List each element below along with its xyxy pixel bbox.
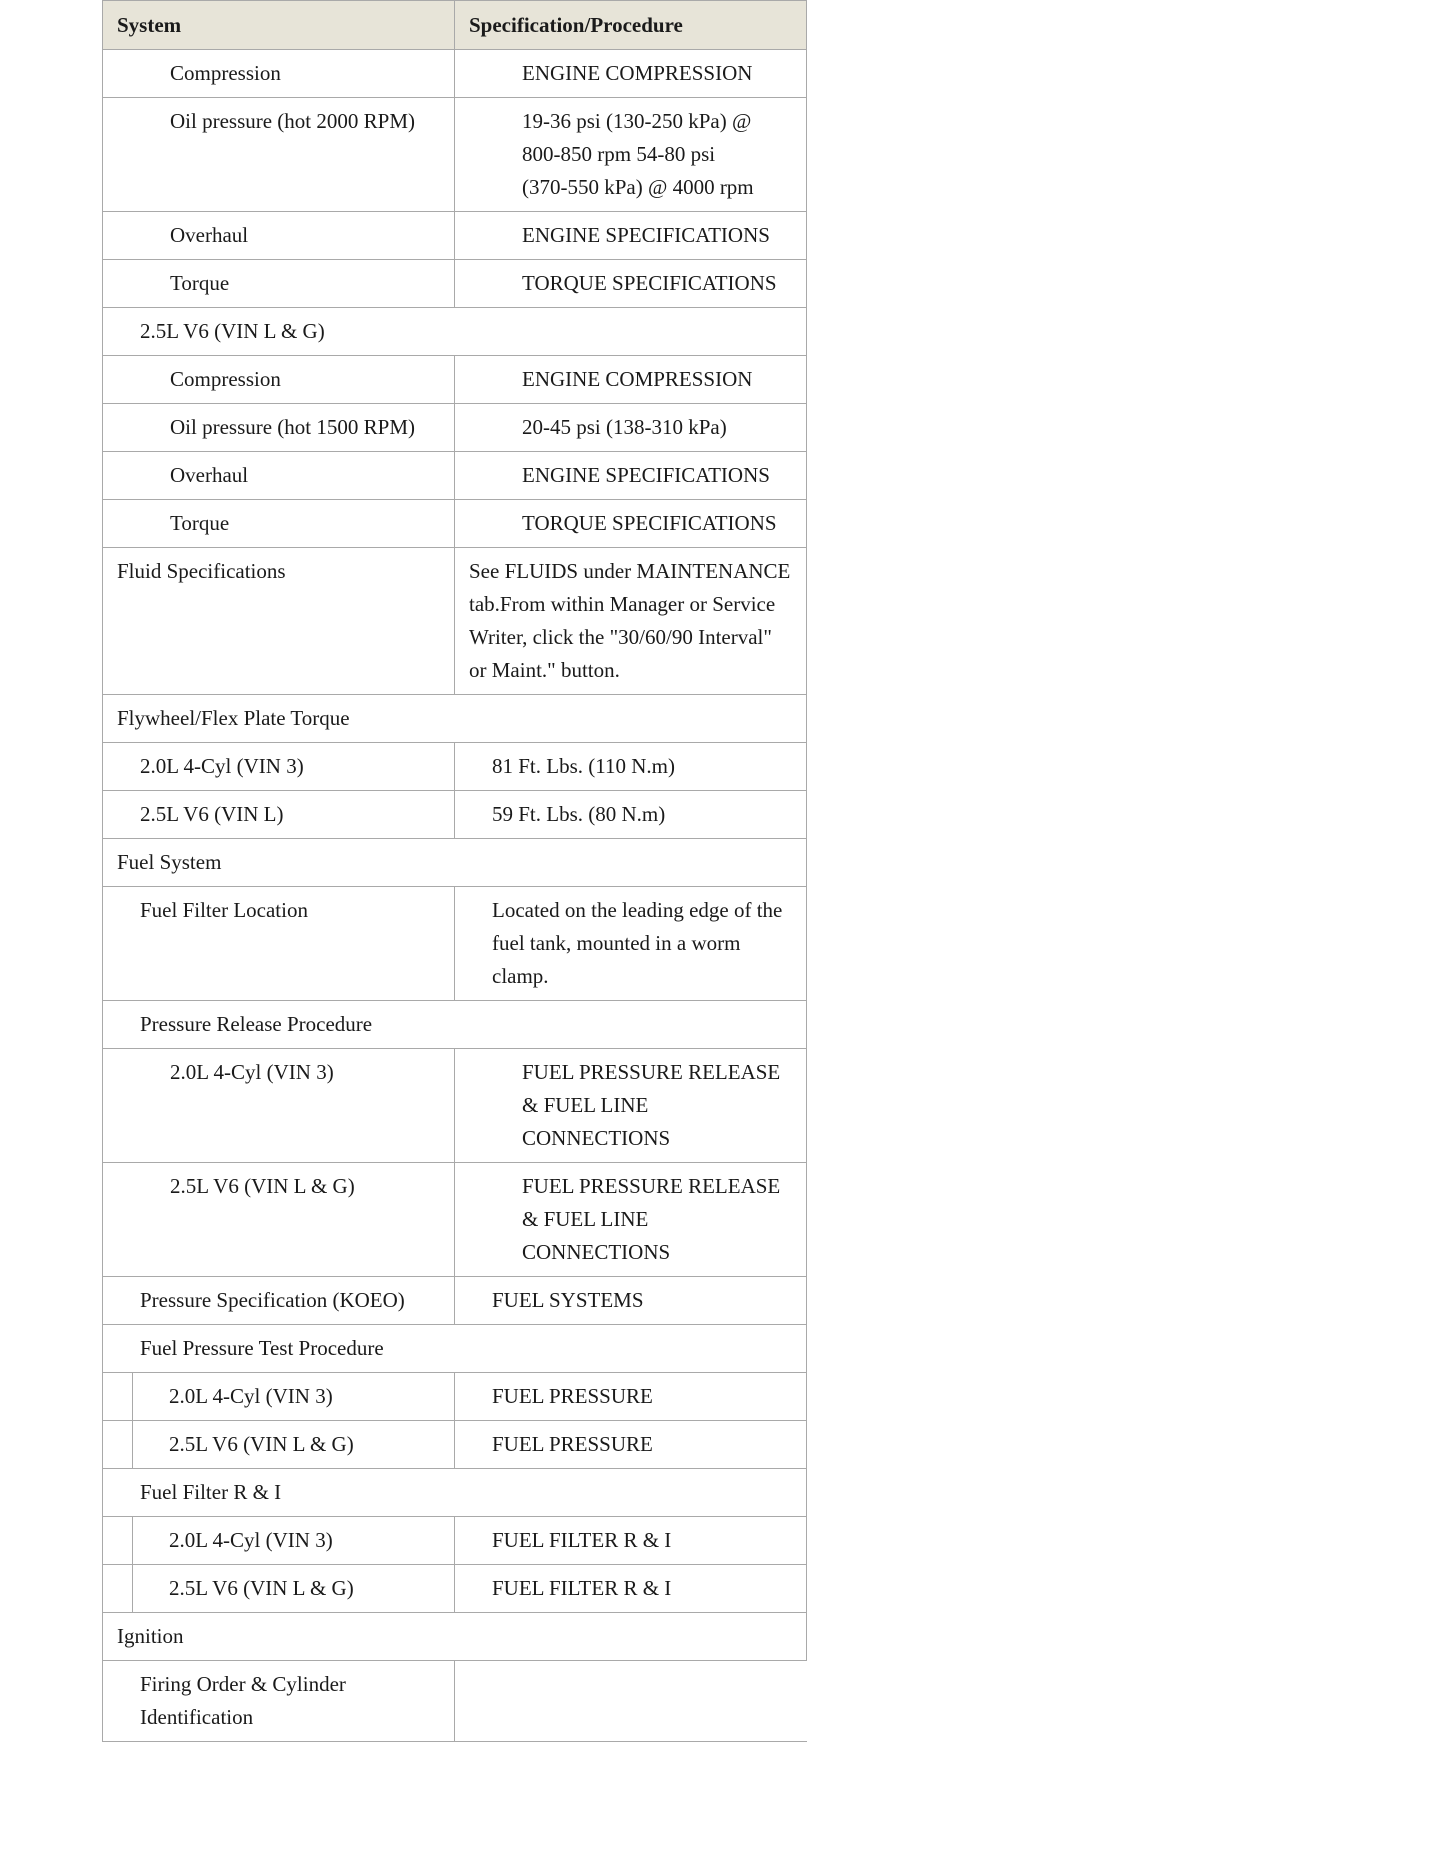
system-cell — [103, 1277, 455, 1325]
section-cell — [103, 839, 807, 887]
table-row — [103, 1613, 807, 1661]
system-cell — [103, 1421, 455, 1469]
section-cell — [103, 1469, 807, 1517]
system-label: Compression — [170, 61, 281, 85]
table-row — [103, 500, 807, 548]
spec-cell — [455, 500, 807, 548]
spec-link[interactable]: ENGINE SPECIFICATIONS — [522, 463, 770, 487]
system-label: Oil pressure (hot 2000 RPM) — [170, 109, 415, 133]
table-row — [103, 1277, 807, 1325]
spec-link[interactable]: TORQUE SPECIFICATIONS — [522, 271, 777, 295]
system-cell — [103, 887, 455, 1001]
system-label: 2.0L 4-Cyl (VIN 3) — [169, 1528, 333, 1552]
spec-value: 59 Ft. Lbs. (80 N.m) — [492, 802, 666, 826]
spec-link[interactable]: ENGINE COMPRESSION — [522, 61, 753, 85]
system-cell — [103, 548, 455, 695]
system-label: Overhaul — [170, 223, 249, 247]
table-row — [103, 308, 807, 356]
system-cell — [103, 452, 455, 500]
system-label: 2.5L V6 (VIN L & G) — [170, 1174, 355, 1198]
table-row — [103, 1517, 807, 1565]
system-cell — [103, 356, 455, 404]
indent-spacer — [103, 1421, 133, 1468]
spec-cell — [455, 1049, 807, 1163]
indent-spacer — [103, 1517, 133, 1564]
section-label: Flywheel/Flex Plate Torque — [117, 706, 350, 730]
spec-link[interactable]: TORQUE SPECIFICATIONS — [522, 511, 777, 535]
system-cell — [103, 500, 455, 548]
table-row — [103, 1325, 807, 1373]
spec-value: 81 Ft. Lbs. (110 N.m) — [492, 754, 675, 778]
spec-cell — [455, 1163, 807, 1277]
system-cell — [103, 1661, 455, 1742]
spec-cell — [455, 791, 807, 839]
section-cell — [103, 1613, 807, 1661]
system-label: 2.5L V6 (VIN L & G) — [169, 1576, 354, 1600]
table-row — [103, 452, 807, 500]
spec-value: Located on the leading edge of the fuel tank, mounted in a worm clamp. — [492, 898, 783, 988]
system-cell — [103, 1163, 455, 1277]
section-cell — [103, 1001, 807, 1049]
table-row — [103, 356, 807, 404]
table-row — [103, 695, 807, 743]
spec-link[interactable]: FUEL PRESSURE RELEASE & FUEL LINE CONNECTIONS — [522, 1174, 781, 1264]
spec-cell — [455, 1517, 807, 1565]
system-label: Overhaul — [170, 463, 249, 487]
table-row — [103, 1661, 807, 1742]
table-row — [103, 839, 807, 887]
table-row — [103, 50, 807, 98]
section-cell — [103, 308, 807, 356]
section-cell — [103, 1325, 807, 1373]
spec-cell — [455, 212, 807, 260]
spec-value: 19-36 psi (130-250 kPa) @ 800-850 rpm 54-80 psi (370-550 kPa) @ 4000 rpm — [522, 109, 754, 199]
system-cell — [103, 1517, 455, 1565]
spec-value — [455, 1661, 807, 1675]
section-label: Fuel System — [117, 850, 222, 874]
spec-value: See FLUIDS under MAINTENANCE tab.From within Manager or Service Writer, click the "30/60/90 Interval" or Maint." button. — [469, 559, 791, 682]
system-label: Compression — [170, 367, 281, 391]
indent-spacer — [103, 1565, 133, 1612]
spec-cell — [455, 98, 807, 212]
system-cell — [103, 1049, 455, 1163]
table-row — [103, 791, 807, 839]
system-cell — [103, 212, 455, 260]
table-row — [103, 1049, 807, 1163]
table-row — [103, 1565, 807, 1613]
spec-cell — [455, 1373, 807, 1421]
table-row — [103, 212, 807, 260]
system-label: 2.0L 4-Cyl (VIN 3) — [170, 1060, 334, 1084]
system-label: 2.5L V6 (VIN L) — [140, 802, 284, 826]
system-label: Firing Order & Cylinder Identification — [140, 1672, 346, 1729]
system-label: 2.5L V6 (VIN L & G) — [169, 1432, 354, 1456]
spec-cell — [455, 50, 807, 98]
spec-link[interactable]: FUEL PRESSURE — [492, 1384, 653, 1408]
column-header-system: System — [103, 1, 455, 50]
table-row — [103, 1163, 807, 1277]
spec-cell — [455, 548, 807, 695]
system-label: Torque — [170, 511, 230, 535]
section-label: Fuel Filter R & I — [140, 1480, 282, 1504]
spec-table — [102, 0, 807, 1742]
spec-cell — [455, 1277, 807, 1325]
system-cell — [103, 98, 455, 212]
indent-spacer — [103, 1373, 133, 1420]
table-row — [103, 887, 807, 1001]
table-row — [103, 404, 807, 452]
table-row — [103, 1001, 807, 1049]
system-cell — [103, 260, 455, 308]
spec-link[interactable]: FUEL PRESSURE RELEASE & FUEL LINE CONNECTIONS — [522, 1060, 781, 1150]
table-row — [103, 1373, 807, 1421]
section-cell — [103, 695, 807, 743]
spec-cell — [455, 404, 807, 452]
section-label: 2.5L V6 (VIN L & G) — [140, 319, 325, 343]
table-row — [103, 548, 807, 695]
section-label: Fuel Pressure Test Procedure — [140, 1336, 384, 1360]
system-label: Fuel Filter Location — [140, 898, 308, 922]
system-label: Pressure Specification (KOEO) — [140, 1288, 405, 1312]
spec-link[interactable]: FUEL PRESSURE — [492, 1432, 653, 1456]
table-row — [103, 1469, 807, 1517]
table-row — [103, 98, 807, 212]
spec-link[interactable]: FUEL SYSTEMS — [492, 1288, 644, 1312]
system-label: 2.0L 4-Cyl (VIN 3) — [140, 754, 304, 778]
spec-link[interactable]: FUEL FILTER R & I — [492, 1528, 672, 1552]
table-row — [103, 260, 807, 308]
spec-cell — [455, 1661, 807, 1742]
spec-cell — [455, 356, 807, 404]
system-cell — [103, 1565, 455, 1613]
system-cell — [103, 50, 455, 98]
system-cell — [103, 404, 455, 452]
system-label: 2.0L 4-Cyl (VIN 3) — [169, 1384, 333, 1408]
section-label: Ignition — [117, 1624, 184, 1648]
system-cell — [103, 743, 455, 791]
system-label: Torque — [170, 271, 230, 295]
system-label: Oil pressure (hot 1500 RPM) — [170, 415, 415, 439]
spec-link[interactable]: FUEL FILTER R & I — [492, 1576, 672, 1600]
spec-cell — [455, 887, 807, 1001]
spec-cell — [455, 1565, 807, 1613]
spec-link[interactable]: ENGINE SPECIFICATIONS — [522, 223, 770, 247]
column-header-spec: Specification/Procedure — [455, 1, 807, 50]
section-label: Pressure Release Procedure — [140, 1012, 373, 1036]
system-label: Fluid Specifications — [117, 559, 286, 583]
spec-cell — [455, 452, 807, 500]
table-header-row — [103, 1, 807, 50]
spec-link[interactable]: ENGINE COMPRESSION — [522, 367, 753, 391]
table-row — [103, 743, 807, 791]
spec-cell — [455, 743, 807, 791]
spec-cell — [455, 1421, 807, 1469]
system-cell — [103, 791, 455, 839]
table-row — [103, 1421, 807, 1469]
system-cell — [103, 1373, 455, 1421]
spec-cell — [455, 260, 807, 308]
spec-value: 20-45 psi (138-310 kPa) — [522, 415, 727, 439]
